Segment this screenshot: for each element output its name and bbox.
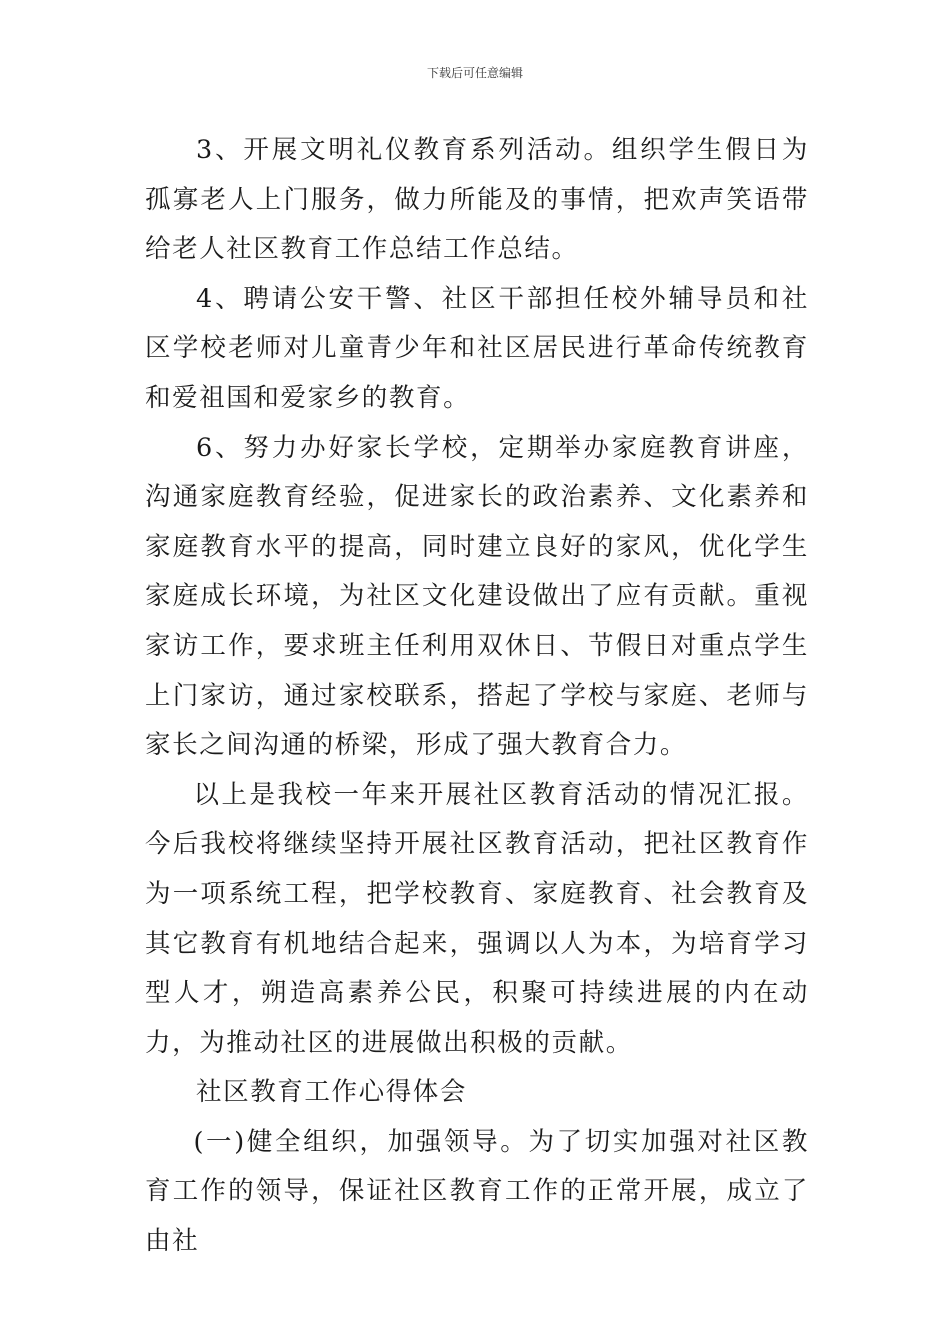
paragraph-item-4: 4、聘请公安干警、社区干部担任校外辅导员和社区学校老师对儿童青少年和社区居民进行革命传统教育和爱祖国和爱家乡的教育。 <box>145 283 809 413</box>
paragraph-item-3: 3、开展文明礼仪教育系列活动。组织学生假日为孤寡老人上门服务，做力所能及的事情，把欢声笑语带给老人社区教育工作总结工作总结。 <box>145 135 809 265</box>
paragraph-item-6: 6、努力办好家长学校，定期举办家庭教育讲座，沟通家庭教育经验，促进家长的政治素养、文化素养和家庭教育水平的提高，同时建立良好的家风，优化学生家庭成长环境，为社区文化建设做出了应有贡献。重视家访工作，要求班主任利用双休日、节假日对重点学生上门家访，通过家校联系，搭起了学校与家庭、老师与家长之间沟通的桥梁，形成了强大教育合力。 <box>145 432 809 761</box>
paragraph-summary: 以上是我校一年来开展社区教育活动的情况汇报。今后我校将继续坚持开展社区教育活动，把社区教育作为一项系统工程，把学校教育、家庭教育、社会教育及其它教育有机地结合起来，强调以人为本，为培育学习型人才，朔造高素养公民，积聚可持续进展的内在动力，为推动社区的进展做出积极的贡献。 <box>145 779 809 1058</box>
document-body <box>145 126 809 1267</box>
page-header-note: 下载后可任意编辑 <box>426 66 523 80</box>
paragraph-organization: (一)健全组织，加强领导。为了切实加强对社区教育工作的领导，保证社区教育工作的正常开展，成立了由社 <box>145 1126 809 1257</box>
section-heading: 社区教育工作心得体会 <box>196 1077 468 1108</box>
